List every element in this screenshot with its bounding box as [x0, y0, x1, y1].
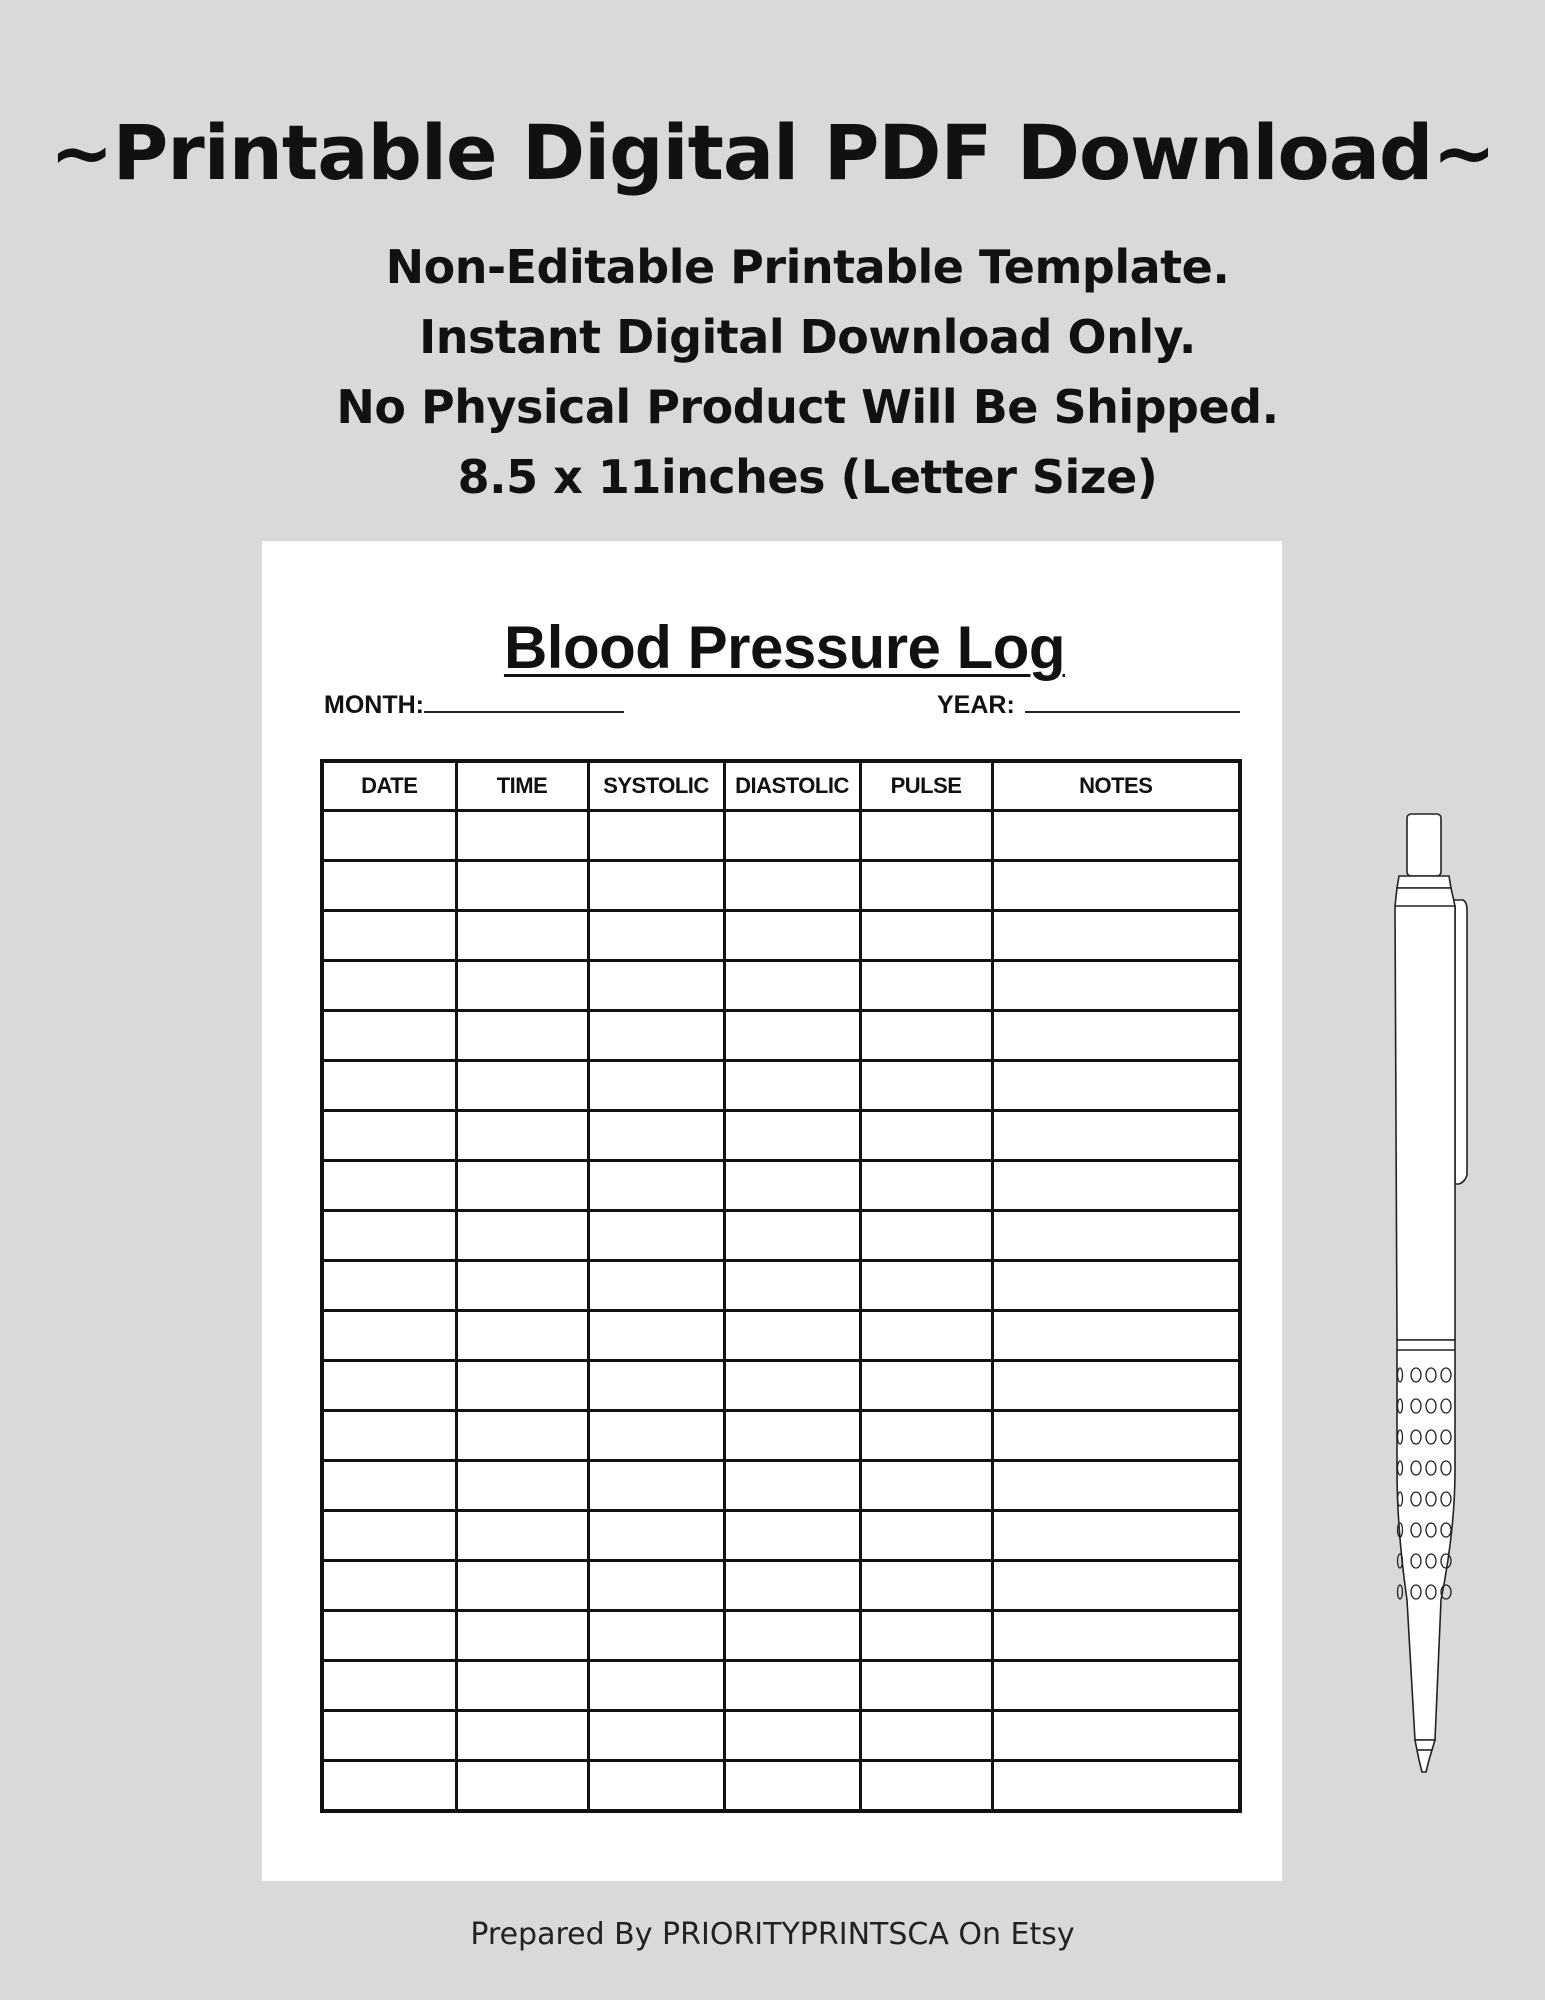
table-cell	[456, 1361, 588, 1411]
table-cell	[322, 961, 456, 1011]
table-cell	[724, 1611, 860, 1661]
table-row	[322, 861, 1240, 911]
table-row	[322, 1461, 1240, 1511]
table-cell	[456, 1461, 588, 1511]
table-cell	[588, 1711, 724, 1761]
table-cell	[588, 1661, 724, 1711]
table-body	[322, 811, 1240, 1812]
table-cell	[588, 1611, 724, 1661]
table-cell	[322, 1761, 456, 1812]
table-row	[322, 1061, 1240, 1111]
table-cell	[456, 1661, 588, 1711]
table-cell	[860, 1161, 992, 1211]
table-cell	[724, 1161, 860, 1211]
table-cell	[322, 1061, 456, 1111]
column-header-notes: NOTES	[992, 761, 1240, 811]
table-cell	[588, 1311, 724, 1361]
table-cell	[724, 1261, 860, 1311]
table-cell	[456, 1611, 588, 1661]
table-row	[322, 1211, 1240, 1261]
table-cell	[588, 911, 724, 961]
table-cell	[724, 1511, 860, 1561]
table-cell	[860, 811, 992, 861]
table-cell	[456, 911, 588, 961]
table-cell	[860, 1261, 992, 1311]
table-cell	[992, 1411, 1240, 1461]
table-row	[322, 1011, 1240, 1061]
month-blank-line	[424, 691, 624, 713]
description-line: Non-Editable Printable Template.	[385, 240, 1230, 294]
table-cell	[588, 811, 724, 861]
table-cell	[588, 1061, 724, 1111]
table-row	[322, 1161, 1240, 1211]
column-header-diastolic: DIASTOLIC	[724, 761, 860, 811]
table-cell	[322, 861, 456, 911]
table-cell	[724, 1411, 860, 1461]
table-cell	[724, 1011, 860, 1061]
table-row	[322, 811, 1240, 861]
table-cell	[860, 1411, 992, 1461]
table-cell	[322, 1511, 456, 1561]
table-cell	[456, 1711, 588, 1761]
description-line: 8.5 x 11inches (Letter Size)	[457, 450, 1158, 504]
table-cell	[588, 1411, 724, 1461]
table-cell	[724, 861, 860, 911]
table-cell	[860, 1311, 992, 1361]
table-cell	[322, 1011, 456, 1061]
table-cell	[456, 1211, 588, 1261]
table-cell	[456, 1511, 588, 1561]
table-cell	[588, 1361, 724, 1411]
table-cell	[860, 1211, 992, 1261]
table-cell	[860, 1461, 992, 1511]
table-cell	[724, 1561, 860, 1611]
column-header-time: TIME	[456, 761, 588, 811]
table-cell	[992, 1761, 1240, 1812]
table-cell	[456, 1261, 588, 1311]
table-row	[322, 1611, 1240, 1661]
table-cell	[992, 1261, 1240, 1311]
table-cell	[860, 1661, 992, 1711]
table-cell	[322, 1711, 456, 1761]
table-row	[322, 1411, 1240, 1461]
table-cell	[992, 1561, 1240, 1611]
table-cell	[322, 1111, 456, 1161]
column-header-systolic: SYSTOLIC	[588, 761, 724, 811]
table-cell	[724, 1361, 860, 1411]
table-cell	[322, 811, 456, 861]
table-cell	[724, 1761, 860, 1812]
table-cell	[588, 1761, 724, 1812]
table-cell	[322, 1211, 456, 1261]
description-line: Instant Digital Download Only.	[419, 310, 1196, 364]
table-cell	[992, 811, 1240, 861]
table-cell	[588, 1461, 724, 1511]
table-cell	[724, 1711, 860, 1761]
table-cell	[588, 1561, 724, 1611]
table-row	[322, 1111, 1240, 1161]
year-blank-line	[1025, 691, 1240, 713]
table-cell	[724, 961, 860, 1011]
table-cell	[992, 1461, 1240, 1511]
table-cell	[322, 1361, 456, 1411]
pen-icon	[1385, 810, 1485, 1775]
table-row	[322, 911, 1240, 961]
table-cell	[860, 1761, 992, 1812]
pen-grip-dot	[1398, 1585, 1403, 1599]
table-cell	[588, 1511, 724, 1561]
page-title: ~Printable Digital PDF Download~	[49, 108, 1496, 197]
table-row	[322, 1511, 1240, 1561]
table-cell	[724, 911, 860, 961]
table-cell	[992, 1161, 1240, 1211]
table-cell	[992, 1311, 1240, 1361]
table-cell	[992, 1111, 1240, 1161]
table-cell	[456, 861, 588, 911]
table-row	[322, 1311, 1240, 1361]
table-cell	[588, 1211, 724, 1261]
table-cell	[322, 1561, 456, 1611]
table-cell	[992, 911, 1240, 961]
table-cell	[456, 961, 588, 1011]
log-sheet-preview	[262, 541, 1282, 1881]
table-cell	[456, 811, 588, 861]
table-cell	[322, 1161, 456, 1211]
table-cell	[456, 1561, 588, 1611]
table-row	[322, 1561, 1240, 1611]
table-cell	[724, 1661, 860, 1711]
footer-credit: Prepared By PRIORITYPRINTSCA On Etsy	[470, 1917, 1075, 1952]
product-description	[0, 232, 1545, 512]
table-cell	[992, 1711, 1240, 1761]
table-cell	[992, 961, 1240, 1011]
table-cell	[456, 1061, 588, 1111]
table-cell	[456, 1111, 588, 1161]
table-header-row	[322, 761, 1240, 811]
description-line: No Physical Product Will Be Shipped.	[336, 380, 1279, 434]
table-cell	[992, 1511, 1240, 1561]
table-cell	[322, 911, 456, 961]
table-cell	[724, 1111, 860, 1161]
column-header-date: DATE	[322, 761, 456, 811]
table-cell	[860, 1711, 992, 1761]
table-cell	[724, 1461, 860, 1511]
log-table	[320, 759, 1242, 1813]
table-cell	[860, 1011, 992, 1061]
table-cell	[992, 1661, 1240, 1711]
table-cell	[588, 1111, 724, 1161]
table-cell	[860, 1061, 992, 1111]
table-cell	[588, 1261, 724, 1311]
table-row	[322, 1761, 1240, 1812]
table-cell	[992, 861, 1240, 911]
table-cell	[724, 1061, 860, 1111]
table-cell	[588, 1161, 724, 1211]
table-cell	[860, 1111, 992, 1161]
table-cell	[860, 861, 992, 911]
table-cell	[588, 861, 724, 911]
table-cell	[860, 1361, 992, 1411]
month-label: MONTH:	[324, 691, 424, 719]
table-cell	[724, 1211, 860, 1261]
table-cell	[322, 1661, 456, 1711]
table-row	[322, 1361, 1240, 1411]
table-cell	[322, 1611, 456, 1661]
table-row	[322, 1711, 1240, 1761]
table-cell	[992, 1211, 1240, 1261]
table-cell	[322, 1411, 456, 1461]
table-cell	[860, 1561, 992, 1611]
table-row	[322, 1261, 1240, 1311]
month-field	[324, 691, 624, 720]
column-header-pulse: PULSE	[860, 761, 992, 811]
table-cell	[588, 1011, 724, 1061]
table-cell	[860, 961, 992, 1011]
table-cell	[860, 911, 992, 961]
table-cell	[724, 811, 860, 861]
year-label: YEAR:	[937, 691, 1015, 719]
table-cell	[588, 961, 724, 1011]
table-cell	[860, 1611, 992, 1661]
table-cell	[992, 1361, 1240, 1411]
table-cell	[992, 1061, 1240, 1111]
table-row	[322, 961, 1240, 1011]
year-field	[937, 691, 1240, 720]
table-cell	[992, 1611, 1240, 1661]
log-title: Blood Pressure Log	[503, 614, 1066, 681]
table-cell	[456, 1311, 588, 1361]
table-cell	[456, 1761, 588, 1812]
table-cell	[322, 1311, 456, 1361]
table-cell	[456, 1161, 588, 1211]
table-cell	[322, 1261, 456, 1311]
table-cell	[724, 1311, 860, 1361]
table-cell	[456, 1011, 588, 1061]
table-cell	[860, 1511, 992, 1561]
table-cell	[456, 1411, 588, 1461]
table-cell	[322, 1461, 456, 1511]
table-row	[322, 1661, 1240, 1711]
table-cell	[992, 1011, 1240, 1061]
